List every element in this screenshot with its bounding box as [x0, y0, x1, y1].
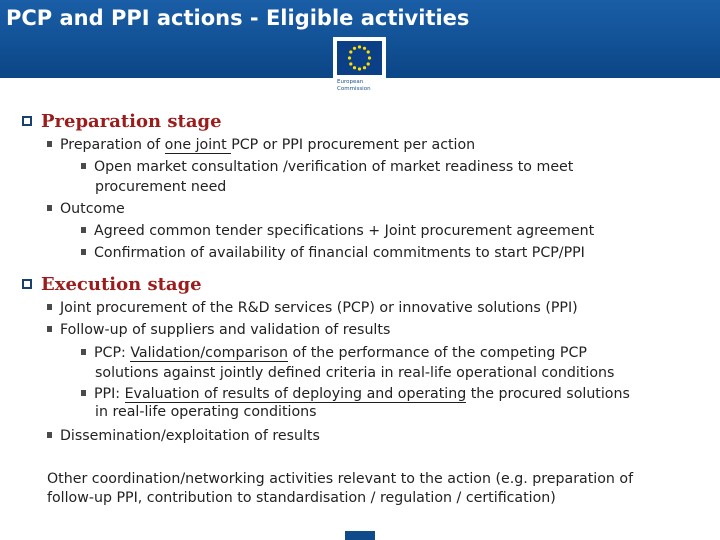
- checkbox-bullet-icon: [22, 279, 32, 289]
- square-bullet-icon: [47, 432, 52, 438]
- list-item-text: Dissemination/exploitation of results: [60, 428, 320, 444]
- list-item-text: Follow-up of suppliers and validation of results: [60, 322, 391, 338]
- square-bullet-icon: [47, 141, 52, 147]
- footer-paragraph-line-2: follow-up PPI, contribution to standardisation / regulation / certification): [47, 490, 556, 506]
- logo-line-1: European: [337, 79, 364, 85]
- list-item-text: Preparation of: [60, 137, 165, 153]
- list-item: [47, 137, 475, 153]
- list-item: [47, 322, 390, 338]
- list-item-text: Open market consultation /verification of market readiness to meet: [94, 159, 574, 175]
- square-bullet-icon: [81, 390, 86, 396]
- list-item-continuation: solutions against jointly defined criteria in real-life operational conditions: [95, 365, 615, 381]
- list-item-underlined-text: Evaluation of results of deploying and operating: [124, 386, 467, 402]
- list-item-underlined-text: Validation/comparison: [130, 345, 288, 361]
- list-item: [81, 386, 630, 402]
- list-item: [47, 428, 320, 444]
- square-bullet-icon: [81, 227, 86, 233]
- list-item-text: the procured solutions: [466, 386, 630, 402]
- list-item-text: Agreed common tender specifications + Joint procurement agreement: [94, 223, 595, 239]
- section-heading-execution: [22, 274, 202, 295]
- eu-flag-icon: [333, 37, 386, 79]
- list-item-text: PCP:: [94, 345, 131, 361]
- logo-line-2: Commission: [337, 86, 371, 92]
- list-item-underlined-text: one joint: [164, 137, 232, 153]
- list-item-text: Outcome: [60, 201, 125, 217]
- european-commission-logo: [333, 37, 386, 101]
- logo-text: [337, 79, 385, 93]
- list-item-continuation: in real-life operating conditions: [95, 404, 317, 420]
- checkbox-bullet-icon: [22, 116, 32, 126]
- list-item-text: Confirmation of availability of financial commitments to start PCP/PPI: [94, 245, 585, 261]
- list-item: [81, 245, 585, 261]
- list-item-text: Joint procurement of the R&D services (PCP) or innovative solutions (PPI): [60, 300, 578, 316]
- list-item: [47, 201, 125, 217]
- list-item-text: PCP or PPI procurement per action: [231, 137, 476, 153]
- list-item: [81, 345, 587, 361]
- list-item-continuation: procurement need: [95, 179, 227, 195]
- square-bullet-icon: [47, 304, 52, 310]
- square-bullet-icon: [47, 205, 52, 211]
- list-item: [81, 223, 594, 239]
- section-heading-text: Preparation stage: [41, 111, 222, 132]
- list-item-text: PPI:: [94, 386, 125, 402]
- square-bullet-icon: [81, 163, 86, 169]
- footer-paragraph-line-1: Other coordination/networking activities relevant to the action (e.g. preparation of: [47, 471, 634, 487]
- square-bullet-icon: [47, 326, 52, 332]
- section-heading-preparation: [22, 111, 222, 132]
- list-item: [47, 300, 578, 316]
- square-bullet-icon: [81, 249, 86, 255]
- bottom-flag-strip: [345, 531, 375, 540]
- footer-paragraph: [47, 470, 633, 508]
- slide-title: PCP and PPI actions - Eligible activities: [6, 6, 470, 30]
- section-heading-text: Execution stage: [41, 274, 202, 295]
- list-item: [81, 159, 573, 175]
- list-item-text: of the performance of the competing PCP: [288, 345, 587, 361]
- square-bullet-icon: [81, 349, 86, 355]
